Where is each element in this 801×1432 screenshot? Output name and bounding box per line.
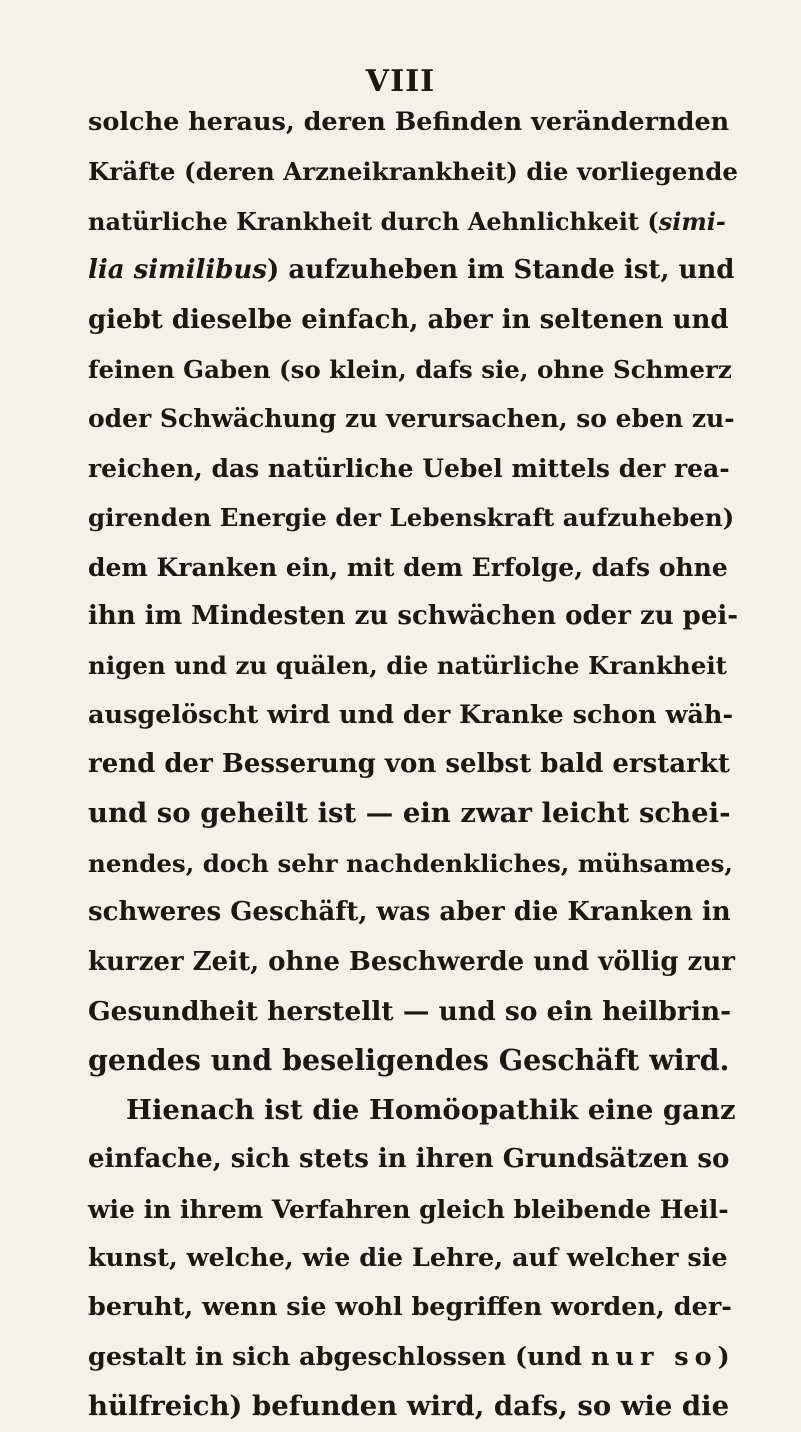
text-line: wie in ihrem Verfahren gleich bleibende Heil- [88,1194,729,1224]
text-line: hülfreich) befunden wird, dafs, so wie die [88,1390,730,1423]
text-line: giebt dieselbe einfach, aber in seltenen und [88,304,729,335]
text-line: dem Kranken ein, mit dem Erfolge, dafs ohne [88,552,728,582]
text-line: ihn im Mindesten zu schwächen oder zu pei- [88,600,739,631]
text-line: und so geheilt ist — ein zwar leicht schei- [88,797,731,830]
text-line: oder Schwächung zu verursachen, so eben zu- [88,404,735,434]
text-line: kurzer Zeit, ohne Beschwerde und völlig zur [88,946,735,977]
text-line [88,1333,738,1382]
body-text [88,98,738,1432]
text-line: nigen und zu quälen, die natürliche Krankheit [88,651,727,681]
italic-latin-phrase: lia similibus [88,255,268,286]
text-line: girenden Energie der Lebenskraft aufzuheben) [88,503,735,533]
letterspaced-emphasis: nur so [590,1341,718,1372]
text-line [88,246,738,295]
closing-paren: ) [717,1341,730,1372]
italic-latin-phrase: simi- [658,206,726,236]
text-line: nendes, doch sehr nachdenkliches, mühsames, [88,848,733,878]
text-line: ausgelöscht wird und der Kranke schon wäh- [88,699,734,730]
text-line: Gesundheit herstellt — und so ein heilbrin- [88,996,732,1028]
page-number: VIII [365,64,436,99]
text-segment: gestalt in sich abgeschlossen (und [88,1341,591,1372]
text-line: schweres Geschäft, was aber die Kranken in [88,897,731,928]
text-line: solche heraus, deren Befinden verändernden [88,107,730,137]
text-line: gendes und beseligendes Geschäft wird. [88,1043,730,1078]
text-line: reichen, das natürliche Uebel mittels der rea- [88,453,730,483]
text-segment: natürliche Krankheit durch Aehnlichkeit ( [88,206,659,236]
text-line: feinen Gaben (so klein, dafs sie, ohne Schmerz [88,354,732,384]
text-line: rend der Besserung von selbst bald erstarkt [88,749,730,780]
text-line: einfache, sich stets in ihren Grundsätzen so [88,1144,730,1175]
text-line [88,197,738,246]
text-segment: ) aufzuheben im Stande ist, und [267,255,735,286]
paragraph-start-line: Hienach ist die Homöopathik eine ganz [126,1093,736,1126]
text-line: Kräfte (deren Arzneikrankheit) die vorliegende [88,157,738,187]
text-line: beruht, wenn sie wohl begriffen worden, der- [88,1292,732,1323]
text-line: kunst, welche, wie die Lehre, auf welcher sie [88,1242,728,1273]
